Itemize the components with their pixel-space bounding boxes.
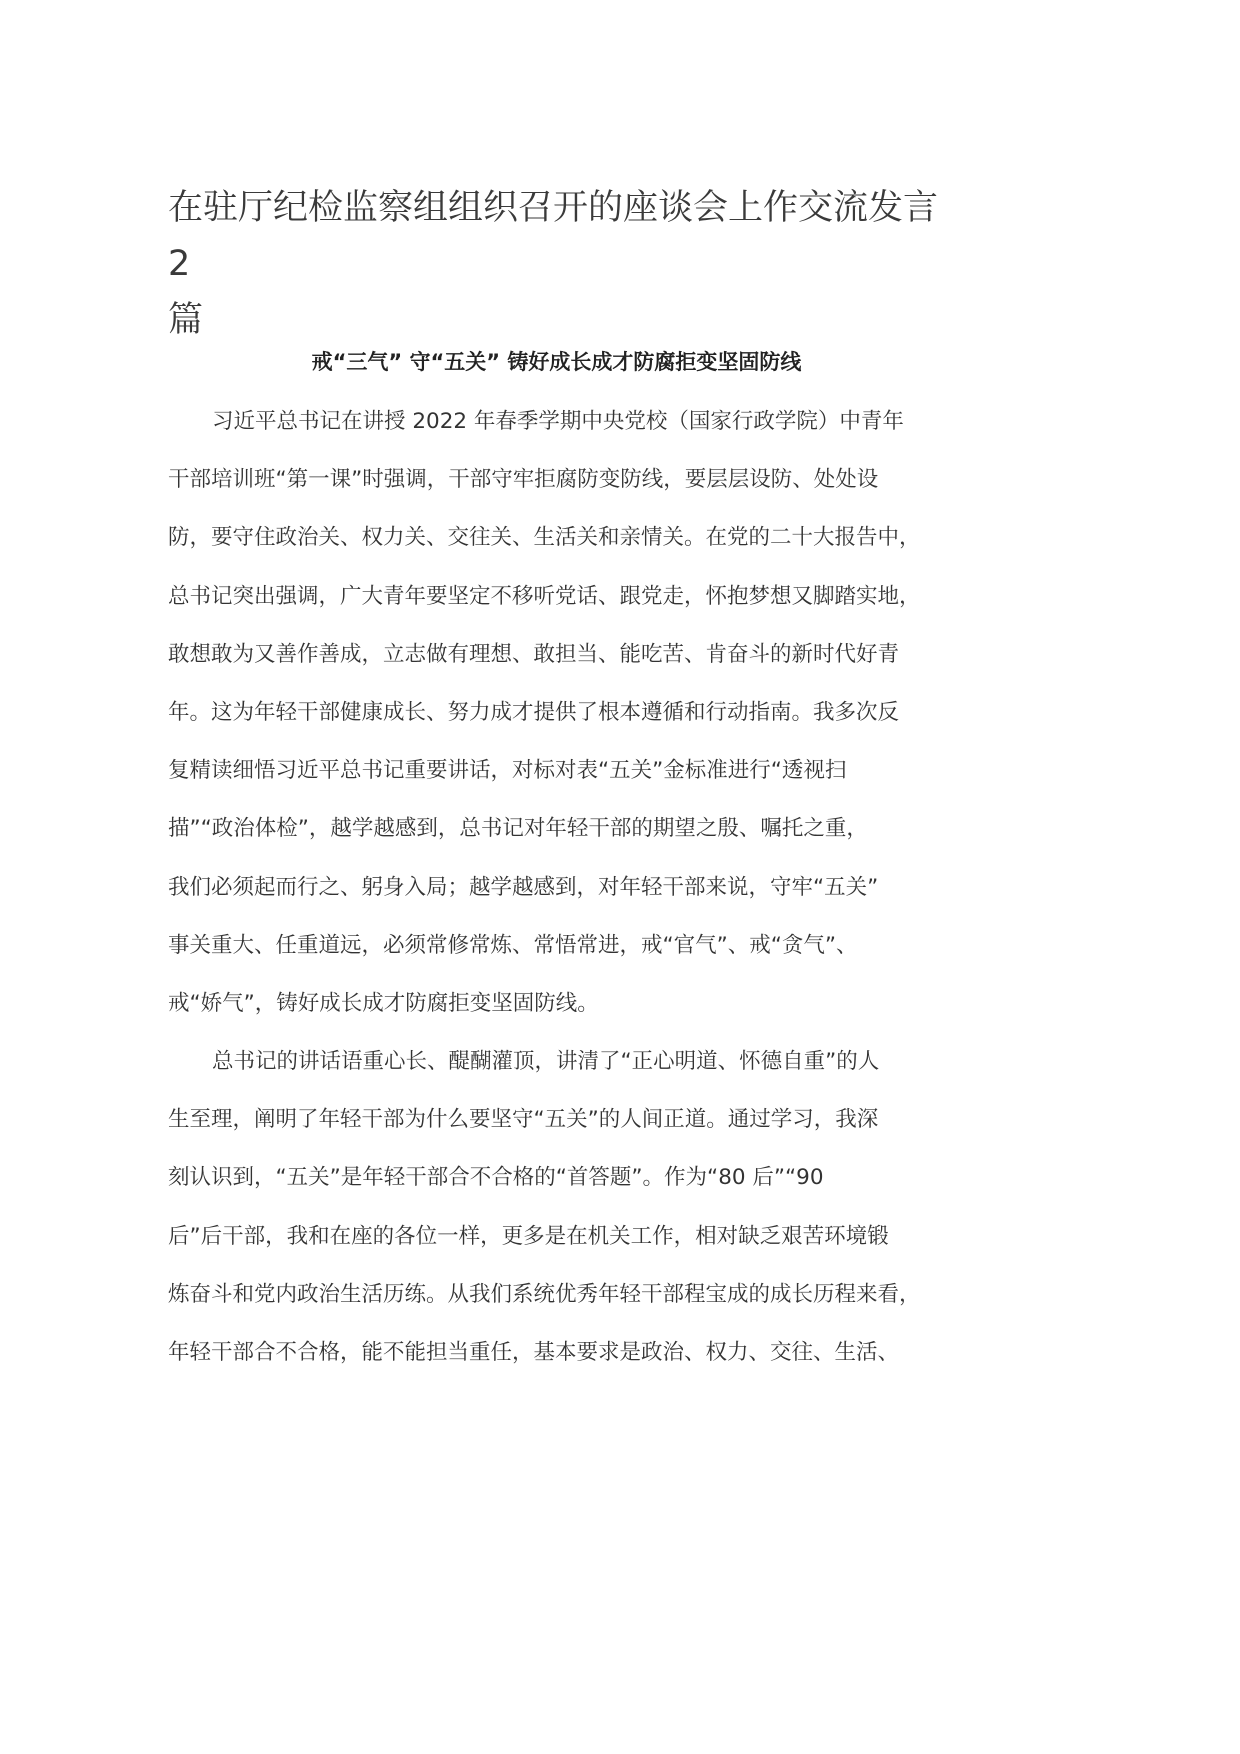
paragraph-line: 防，要守住政治关、权力关、交往关、生活关和亲情关。在党的二十大报告中， [168,525,921,551]
document-subtitle: 戒“三气” 守“五关” 铸好成长成才防腐拒变坚固防线 [311,350,802,374]
paragraph-line: 复精读细悟习近平总书记重要讲话，对标对表“五关”金标准进行“透视扫 [168,758,847,784]
paragraph-line: 事关重大、任重道远，必须常修常炼、常悟常进，戒“官气”、戒“贪气”、 [168,932,858,958]
paragraph-line: 后”后干部，我和在座的各位一样，更多是在机关工作，相对缺乏艰苦环境锻 [168,1223,889,1249]
paragraph-line: 习近平总书记在讲授 2022 年春季学期中央党校（国家行政学院）中青年 [212,409,904,434]
paragraph-line: 年。这为年轻干部健康成长、努力成才提供了根本遵循和行动指南。我多次反 [168,699,900,725]
paragraph [168,1042,958,1391]
paragraph-line: 炼奋斗和党内政治生活历练。从我们系统优秀年轻干部程宝成的成长历程来看， [168,1281,921,1307]
paragraph-line: 总书记的讲话语重心长、醍醐灌顶，讲清了“正心明道、怀德自重”的人 [212,1049,880,1075]
paragraph-line: 我们必须起而行之、躬身入局；越学越感到，对年轻干部来说，守牢“五关” [168,874,879,900]
document-body [168,402,958,1391]
paragraph-line: 总书记突出强调，广大青年要坚定不移听党话、跟党走，怀抱梦想又脚踏实地， [168,583,921,609]
paragraph-line: 生至理，阐明了年轻干部为什么要坚守“五关”的人间正道。通过学习，我深 [168,1107,879,1133]
document-title [168,180,968,348]
title-line: 在驻厅纪检监察组组织召开的座谈会上作交流发言 2 [168,188,939,284]
paragraph-line: 干部培训班“第一课”时强调，干部守牢拒腐防变防线，要层层设防、处处设 [168,467,879,493]
paragraph-line: 敢想敢为又善作善成，立志做有理想、敢担当、能吃苦、肯奋斗的新时代好青 [168,641,900,667]
paragraph-line: 刻认识到，“五关”是年轻干部合不合格的“首答题”。作为“80 后”“90 [168,1165,824,1191]
paragraph-line: 描”“政治体检”，越学越感到，总书记对年轻干部的期望之殷、嘱托之重， [168,816,868,842]
title-line: 篇 [168,300,204,340]
paragraph-line: 戒“娇气”，铸好成长成才防腐拒变坚固防线。 [168,990,599,1016]
paragraph [168,402,958,1042]
paragraph-line: 年轻干部合不合格，能不能担当重任，基本要求是政治、权力、交往、生活、 [168,1340,900,1365]
